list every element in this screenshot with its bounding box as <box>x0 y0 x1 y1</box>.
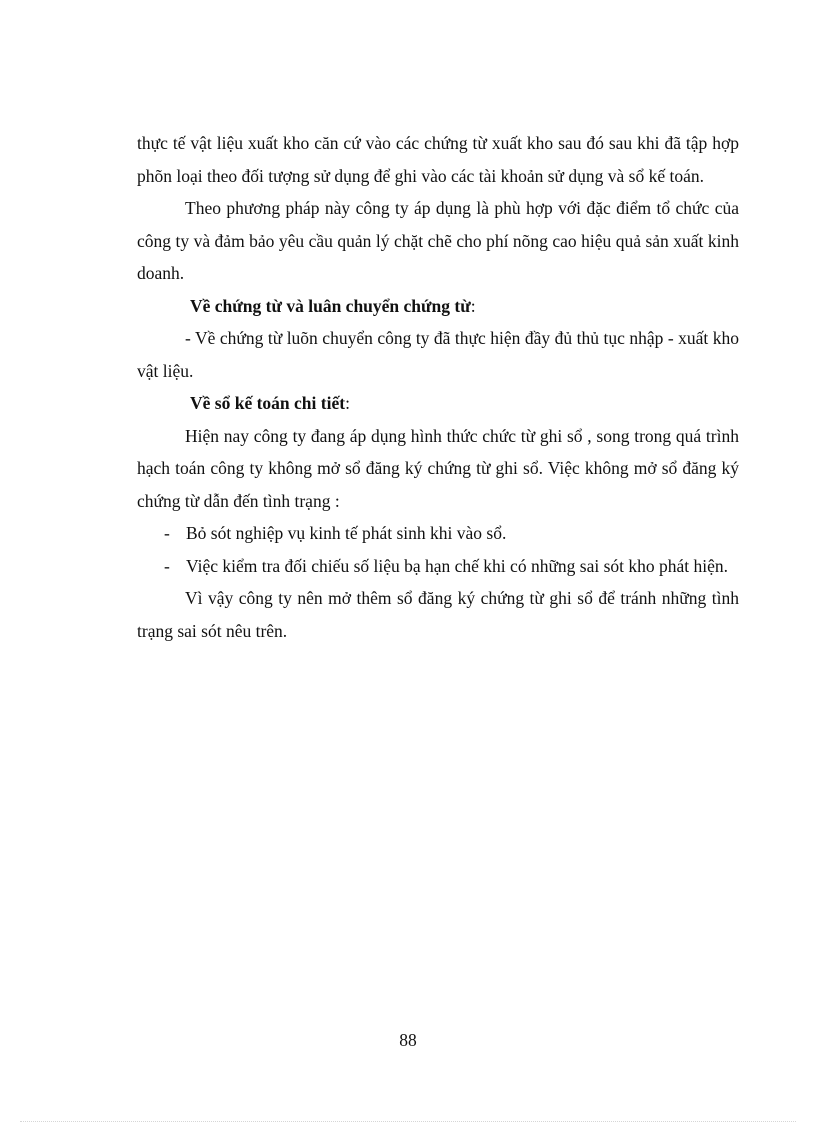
section-heading-documents-colon: : <box>470 295 476 316</box>
section-heading-documents-text: Về chứng từ và luân chuyển chứng từ <box>190 295 471 316</box>
closing-paragraph: Vì vậy công ty nên mở thêm sổ đăng ký chứng từ ghi sổ để tránh những tình trạng sai sót nêu trên. <box>137 588 739 641</box>
bullet-text: Việc kiểm tra đối chiếu số liệu bạ hạn chế khi có những sai sót kho phát hiện. <box>186 555 729 576</box>
bullet-item <box>137 550 739 583</box>
page-body <box>137 127 739 647</box>
page-number: 88 <box>399 1030 417 1050</box>
bullet-text: Bỏ sót nghiệp vụ kinh tế phát sinh khi vào sổ. <box>186 523 507 543</box>
section-heading-ledger-text: Về sổ kế toán chi tiết <box>190 393 346 413</box>
bullet-item <box>137 517 739 550</box>
page-bottom-divider <box>20 1121 796 1122</box>
ledger-paragraph: Hiện nay công ty đang áp dụng hình thức chức từ ghi sổ , song trong quá trình hạch toán công ty không mở sổ đăng ký chứng từ ghi sổ. Việc không mở sổ đăng ký chứng từ dẫn đến tình trạng : <box>137 425 739 511</box>
section-heading-ledger-colon: : <box>345 393 350 413</box>
section-heading-ledger <box>137 387 739 420</box>
bullet-dash: - <box>164 555 170 576</box>
body-paragraph-1: thực tế vật liệu xuất kho căn cứ vào các chứng từ xuất kho sau đó sau khi đã tập hợp phõn loại theo đối tượng sử dụng để ghi vào các tài khoản sử dụng và sổ kế toán. <box>137 133 739 186</box>
bullet-dash: - <box>164 523 170 543</box>
body-paragraph-2: Theo phương pháp này công ty áp dụng là phù hợp với đặc điểm tổ chức của công ty và đảm bảo yêu cầu quản lý chặt chẽ cho phí nõng cao hiệu quả sản xuất kinh doanh. <box>137 198 739 283</box>
section-heading-documents <box>137 290 739 323</box>
documents-paragraph: - Về chứng từ luõn chuyển công ty đã thực hiện đầy đủ thủ tục nhập - xuất kho vật liệu. <box>137 328 739 381</box>
